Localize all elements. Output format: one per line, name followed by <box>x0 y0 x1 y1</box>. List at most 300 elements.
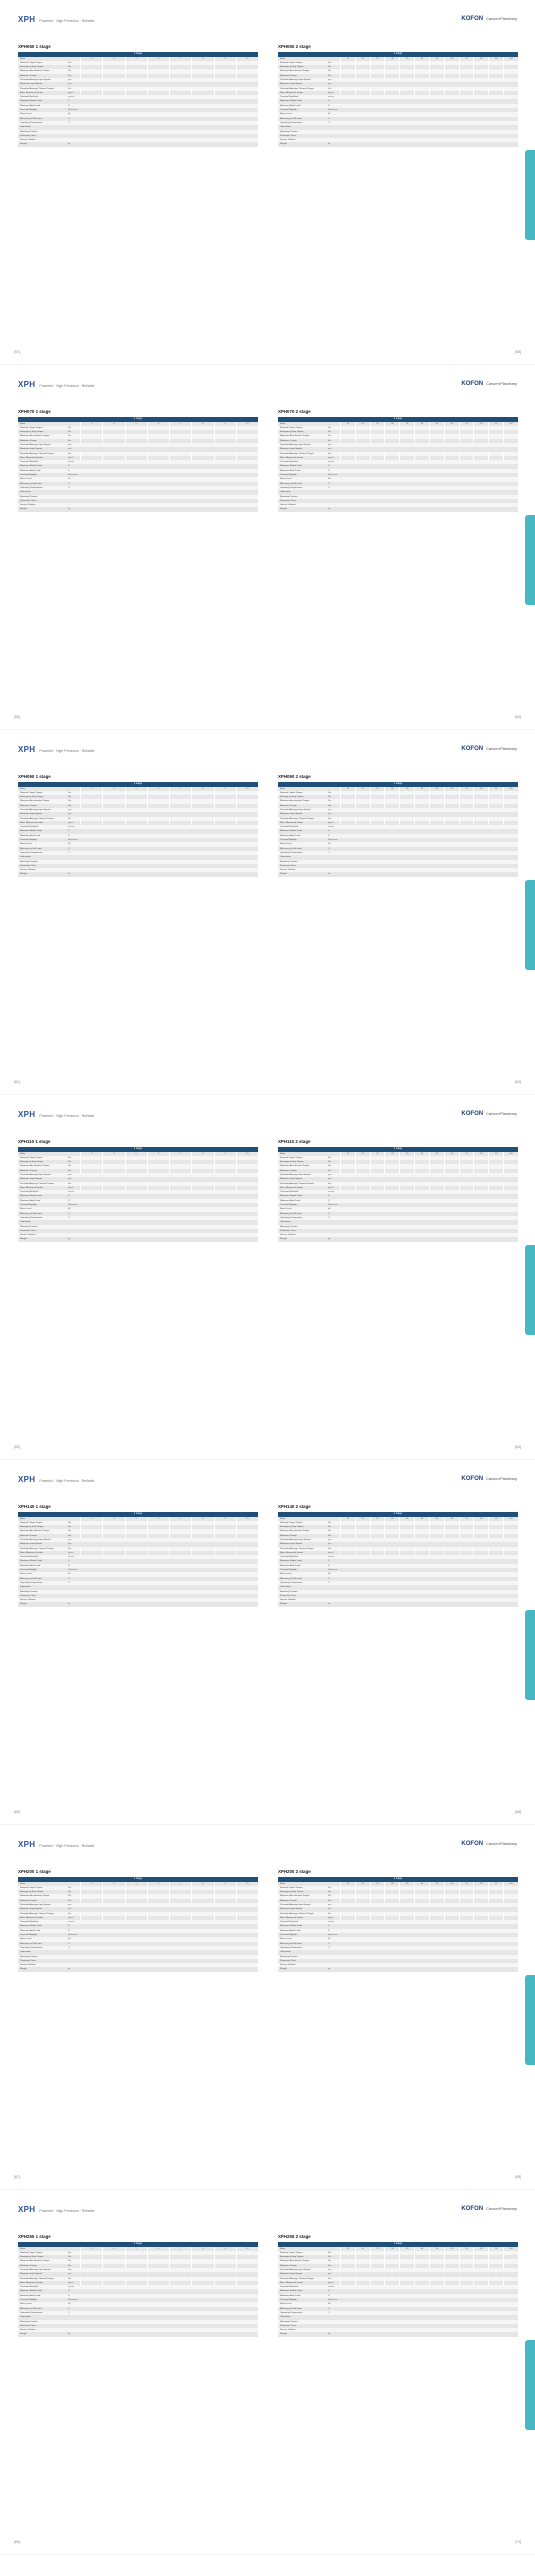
row-label: Ratio <box>280 1152 286 1155</box>
table-1-stage <box>18 1504 258 1607</box>
row-label: Mass Moment of Inertia <box>280 456 303 459</box>
row-unit: rpm <box>68 443 72 446</box>
table-cell: 10 <box>236 787 258 791</box>
row-unit: arcmin <box>68 2286 75 2289</box>
table-1-stage <box>18 44 258 147</box>
row-label: Lubrication <box>280 2316 291 2319</box>
row-label: Maximum Acceleration Torque <box>280 1895 310 1898</box>
catalog-page <box>0 365 535 730</box>
catalog-page <box>0 730 535 1095</box>
row-unit: kgcm² <box>328 1551 334 1554</box>
table-title: XPH255 1 stage <box>18 2234 51 2239</box>
row-unit: kg <box>68 1968 71 1971</box>
table-row <box>18 2332 258 2336</box>
row-label: Maximum Input Speed <box>280 1908 302 1911</box>
row-unit: kg <box>328 2333 331 2336</box>
row-unit: Nm <box>68 1521 72 1524</box>
table-1-stage <box>18 1869 258 1972</box>
row-label: Permitted Average Input Speed <box>280 808 311 811</box>
table-cell: 60 <box>444 1152 459 1156</box>
row-unit: kgcm² <box>68 821 74 824</box>
row-label: Permitted Average Input Speed <box>280 78 311 81</box>
table-title: XPH200 2 stage <box>278 1869 311 1874</box>
row-label: Maximum Input Speed <box>20 448 42 451</box>
row-unit: Nm <box>328 2260 332 2263</box>
row-label: Maximum Acceleration Torque <box>20 2260 50 2263</box>
table-cell: 9 <box>214 1152 236 1156</box>
row-unit: Nm <box>328 1526 332 1529</box>
row-unit: N <box>68 1925 70 1928</box>
row-label: Efficiency at Full Load <box>20 1212 42 1215</box>
table-cell: 10 <box>236 1517 258 1521</box>
row-label: Operating Temperature <box>20 851 43 854</box>
row-label: Mass Moment of Inertia <box>280 1186 303 1189</box>
row-unit: Nm/arcmin <box>328 839 338 842</box>
table-cell: 8 <box>191 2247 213 2251</box>
row-label: Weight <box>280 873 287 876</box>
row-label: Torsional Rigidity <box>280 474 297 477</box>
row-unit: Nm <box>328 74 332 77</box>
row-label: Operating Temperature <box>280 1946 303 1949</box>
row-label: Noise Level <box>20 113 32 116</box>
row-label: Emergency Stop Torque <box>20 796 44 799</box>
row-unit: Nm <box>328 800 332 803</box>
table-cell: 9 <box>214 2247 236 2251</box>
table-row <box>18 142 258 146</box>
row-label: Permitted Average Input Speed <box>280 443 311 446</box>
row-unit: Nm <box>68 61 72 64</box>
row-label: Operating Temperature <box>20 121 43 124</box>
row-label: Maximum Acceleration Torque <box>280 70 310 73</box>
row-label: Lubrication <box>280 126 291 129</box>
row-unit: Nm <box>328 1182 332 1185</box>
table-cell: 20 <box>355 1152 370 1156</box>
row-label: Permitted Average Thermal Torque <box>280 87 314 90</box>
row-unit: % <box>68 1212 70 1215</box>
row-label: Maximum Input Speed <box>20 1543 42 1546</box>
row-unit: % <box>68 847 70 850</box>
row-label: Permitted Average Input Speed <box>20 443 51 446</box>
table-cell: 15 <box>340 1517 355 1521</box>
row-label: Maximum Input Speed <box>280 448 302 451</box>
table-cell: 9 <box>214 57 236 61</box>
table-cell: 6 <box>147 1517 169 1521</box>
page-number-left: [67] <box>14 2175 20 2179</box>
row-label: Protection Class <box>20 134 36 137</box>
row-label: Lubrication <box>20 2316 31 2319</box>
row-label: Permitted Average Input Speed <box>20 2268 51 2271</box>
row-label: Torsional Rigidity <box>20 1569 37 1572</box>
row-label: Noise Level <box>280 1208 292 1211</box>
row-label: Efficiency at Full Load <box>280 482 302 485</box>
table-cell: 6 <box>147 422 169 426</box>
table-cell: 8 <box>191 422 213 426</box>
row-label: Mass Moment of Inertia <box>280 1916 303 1919</box>
brand-tagline: Powerful · High Precision · Reliable <box>39 749 95 753</box>
row-unit: arcmin <box>68 1556 75 1559</box>
row-unit: rpm <box>328 808 332 811</box>
table-cell: 80 <box>473 1882 488 1886</box>
row-label: Permitted Average Input Speed <box>20 1538 51 1541</box>
row-label: Maximum Torque <box>280 439 297 442</box>
row-unit: Nm <box>328 1912 332 1915</box>
table-cell: 4 <box>102 57 124 61</box>
row-unit: °C <box>68 1216 71 1219</box>
table-cell <box>340 872 518 876</box>
row-label: Weight <box>20 1968 27 1971</box>
table-row <box>278 872 518 876</box>
row-label: Maximum Torque <box>280 804 297 807</box>
row-label: Maximum Torque <box>20 1899 37 1902</box>
row-label: Ratio <box>280 1517 286 1520</box>
table-cell: 8 <box>191 57 213 61</box>
row-unit: Nm <box>328 2264 332 2267</box>
row-unit: Nm <box>328 1895 332 1898</box>
row-unit: kg <box>68 508 71 511</box>
row-label: Service Lifetime <box>280 504 296 507</box>
row-label: Operating Temperature <box>20 1946 43 1949</box>
row-unit: N <box>68 830 70 833</box>
row-label: Mass Moment of Inertia <box>20 1916 43 1919</box>
row-unit: arcmin <box>68 96 75 99</box>
spec-table <box>18 1877 258 1972</box>
brand-tagline: Powerful · High Precision · Reliable <box>39 1479 95 1483</box>
row-label: Maximum Radial Load <box>280 2290 302 2293</box>
table-cell: 4 <box>102 1882 124 1886</box>
row-unit: Nm <box>68 2260 72 2263</box>
table-cell: 7 <box>169 1152 191 1156</box>
row-label: Noise Level <box>280 113 292 116</box>
spec-table <box>278 2242 518 2337</box>
row-unit: Nm <box>68 1182 72 1185</box>
side-tab <box>525 515 535 605</box>
row-label: Nominal Output Torque <box>20 61 43 64</box>
table-title: XPH090 1 stage <box>18 774 51 779</box>
row-unit: Nm <box>328 791 332 794</box>
row-label: Protection Class <box>280 2324 296 2327</box>
row-label: Service Lifetime <box>20 1964 36 1967</box>
brand-logo-text: XPH <box>18 1475 36 1484</box>
row-label: Torsional Rigidity <box>280 1569 297 1572</box>
row-label: Ratio <box>280 422 286 425</box>
table-cell: 15 <box>340 1882 355 1886</box>
row-unit: % <box>68 482 70 485</box>
row-label: Maximum Radial Load <box>280 100 302 103</box>
row-label: Maximum Acceleration Torque <box>20 1165 50 1168</box>
row-unit: arcmin <box>328 1191 335 1194</box>
table-cell: 25 <box>370 787 385 791</box>
row-unit: kg <box>328 508 331 511</box>
row-unit: kgcm² <box>68 1186 74 1189</box>
spec-table <box>18 782 258 877</box>
row-unit: kg <box>328 1238 331 1241</box>
brand-logo-text: XPH <box>18 745 36 754</box>
row-unit: kg <box>328 1603 331 1606</box>
table-cell: 15 <box>340 787 355 791</box>
row-label: Maximum Radial Load <box>20 1560 42 1563</box>
table-cell: 20 <box>355 1517 370 1521</box>
row-label: Maximum Torque <box>20 1534 37 1537</box>
page-number-right: [60] <box>515 715 521 719</box>
row-label: Mounting Position <box>20 130 38 133</box>
row-unit: Nm <box>328 2256 332 2259</box>
row-unit: dB <box>68 478 71 481</box>
row-label: Efficiency at Full Load <box>280 1942 302 1945</box>
table-cell: 30 <box>384 422 399 426</box>
row-unit: Nm <box>68 800 72 803</box>
row-unit: dB <box>328 1208 331 1211</box>
row-unit: kgcm² <box>328 821 334 824</box>
row-unit: N <box>68 100 70 103</box>
row-unit: rpm <box>328 2268 332 2271</box>
row-label: Weight <box>20 143 27 146</box>
row-unit: arcmin <box>68 826 75 829</box>
table-2-stage <box>278 409 518 512</box>
row-unit: Nm/arcmin <box>68 2299 78 2302</box>
row-label: Emergency Stop Torque <box>20 2256 44 2259</box>
row-label: Maximum Axial Load <box>280 1929 301 1932</box>
row-label: Lubrication <box>280 1586 291 1589</box>
row-label: Permitted Average Thermal Torque <box>280 817 314 820</box>
row-label: Emergency Stop Torque <box>20 66 44 69</box>
row-label: Torsional Rigidity <box>280 1934 297 1937</box>
row-unit: Nm/arcmin <box>68 1934 78 1937</box>
row-unit: Nm <box>328 1521 332 1524</box>
row-label: Efficiency at Full Load <box>280 2307 302 2310</box>
spec-table <box>18 417 258 512</box>
table-cell: 6 <box>147 1152 169 1156</box>
table-cell <box>80 1237 258 1241</box>
table-cell: 100 <box>503 422 518 426</box>
row-label: Maximum Acceleration Torque <box>280 800 310 803</box>
row-unit: N <box>328 1925 330 1928</box>
table-row <box>278 1237 518 1241</box>
row-label: Service Lifetime <box>20 1234 36 1237</box>
row-label: Weight <box>280 508 287 511</box>
brand-logo <box>18 745 94 754</box>
table-cell: 35 <box>399 57 414 61</box>
row-label: Nominal Output Torque <box>20 1156 43 1159</box>
table-cell: 90 <box>488 57 503 61</box>
row-label: Maximum Acceleration Torque <box>280 2260 310 2263</box>
row-label: Torsional Backlash <box>20 1921 39 1924</box>
table-cell <box>340 1237 518 1241</box>
row-label: Mounting Position <box>280 1955 298 1958</box>
row-label: Permitted Average Input Speed <box>20 78 51 81</box>
row-label: Protection Class <box>280 134 296 137</box>
table-cell: 40 <box>414 787 429 791</box>
row-label: Noise Level <box>20 1573 32 1576</box>
partner-logo <box>461 1841 517 1847</box>
row-unit: Nm <box>68 796 72 799</box>
row-label: Emergency Stop Torque <box>20 1526 44 1529</box>
row-label: Maximum Radial Load <box>20 2290 42 2293</box>
table-cell: 90 <box>488 787 503 791</box>
row-label: Nominal Output Torque <box>280 1521 303 1524</box>
row-label: Torsional Rigidity <box>20 839 37 842</box>
row-label: Lubrication <box>280 491 291 494</box>
row-label: Maximum Axial Load <box>20 1199 41 1202</box>
partner-logo <box>461 1111 517 1117</box>
row-unit: °C <box>68 121 71 124</box>
row-label: Lubrication <box>280 856 291 859</box>
row-unit: dB <box>68 1573 71 1576</box>
row-unit: Nm/arcmin <box>328 109 338 112</box>
row-label: Permitted Average Thermal Torque <box>20 452 54 455</box>
table-cell: 9 <box>214 787 236 791</box>
row-label: Service Lifetime <box>280 1234 296 1237</box>
row-label: Permitted Average Input Speed <box>20 1173 51 1176</box>
row-unit: dB <box>328 1573 331 1576</box>
row-label: Torsional Backlash <box>280 826 299 829</box>
row-label: Maximum Axial Load <box>20 104 41 107</box>
row-unit: N <box>328 834 330 837</box>
row-unit: Nm <box>328 1156 332 1159</box>
brand-tagline: Powerful · High Precision · Reliable <box>39 2209 95 2213</box>
table-cell <box>340 1602 518 1606</box>
row-unit: Nm <box>328 817 332 820</box>
row-unit: Nm <box>68 1912 72 1915</box>
row-label: Mounting Position <box>280 2320 298 2323</box>
partner-logo-text: KOFON <box>461 381 484 387</box>
table-cell: 4 <box>102 787 124 791</box>
row-label: Mounting Position <box>20 1225 38 1228</box>
row-unit: N <box>328 469 330 472</box>
table-cell: 60 <box>444 787 459 791</box>
table-cell: 40 <box>414 57 429 61</box>
row-label: Service Lifetime <box>20 2329 36 2332</box>
row-unit: Nm <box>68 1547 72 1550</box>
row-unit: Nm/arcmin <box>68 1569 78 1572</box>
table-cell: 3 <box>80 1517 102 1521</box>
row-unit: dB <box>328 1938 331 1941</box>
brand-logo-text: XPH <box>18 1840 36 1849</box>
table-cell: 20 <box>355 1882 370 1886</box>
partner-logo <box>461 2206 517 2212</box>
spec-table <box>278 52 518 147</box>
table-cell: 9 <box>214 422 236 426</box>
partner-logo <box>461 1476 517 1482</box>
row-unit: °C <box>68 1946 71 1949</box>
table-cell: 8 <box>191 1517 213 1521</box>
page-number-right: [62] <box>515 1080 521 1084</box>
row-label: Maximum Axial Load <box>20 1564 41 1567</box>
row-unit: Nm <box>68 1156 72 1159</box>
row-label: Torsional Rigidity <box>20 109 37 112</box>
row-label: Service Lifetime <box>280 139 296 142</box>
row-label: Torsional Backlash <box>20 2286 39 2289</box>
row-unit: Nm/arcmin <box>328 1934 338 1937</box>
row-unit: N <box>68 465 70 468</box>
row-unit: N <box>328 465 330 468</box>
row-unit: Nm <box>328 1169 332 1172</box>
row-unit: N <box>68 104 70 107</box>
row-unit: % <box>328 482 330 485</box>
table-cell: 5 <box>125 57 147 61</box>
row-label: Mass Moment of Inertia <box>280 1551 303 1554</box>
page-number-left: [63] <box>14 1445 20 1449</box>
row-unit: Nm <box>68 817 72 820</box>
row-unit: N <box>328 2294 330 2297</box>
row-unit: Nm <box>68 74 72 77</box>
row-label: Permitted Average Input Speed <box>20 808 51 811</box>
row-label: Service Lifetime <box>280 869 296 872</box>
row-unit: rpm <box>68 1538 72 1541</box>
row-label: Efficiency at Full Load <box>20 117 42 120</box>
row-label: Mounting Position <box>20 1590 38 1593</box>
brand-logo-text: XPH <box>18 380 36 389</box>
table-cell: 10 <box>236 1152 258 1156</box>
row-unit: Nm <box>328 66 332 69</box>
table-cell <box>340 2332 518 2336</box>
table-1-stage <box>18 774 258 877</box>
spec-table <box>18 52 258 147</box>
row-label: Maximum Torque <box>280 1899 297 1902</box>
row-unit: Nm <box>68 87 72 90</box>
table-cell: 7 <box>169 57 191 61</box>
row-label: Lubrication <box>20 1221 31 1224</box>
table-cell: 5 <box>125 1882 147 1886</box>
table-header: 1 stage <box>18 417 258 422</box>
row-label: Maximum Torque <box>280 1169 297 1172</box>
row-label: Lubrication <box>20 1951 31 1954</box>
row-unit: rpm <box>68 808 72 811</box>
row-label: Torsional Rigidity <box>280 2299 297 2302</box>
table-cell: 20 <box>355 2247 370 2251</box>
row-label: Operating Temperature <box>20 1216 43 1219</box>
row-unit: % <box>68 1942 70 1945</box>
row-label: Ratio <box>280 57 286 60</box>
table-cell: 80 <box>473 1517 488 1521</box>
table-row <box>18 507 258 511</box>
table-cell: 50 <box>429 1152 444 1156</box>
row-unit: Nm <box>328 804 332 807</box>
row-label: Nominal Output Torque <box>280 426 303 429</box>
row-unit: °C <box>328 1946 331 1949</box>
table-header: 1 stage <box>18 2242 258 2247</box>
row-label: Maximum Torque <box>280 74 297 77</box>
row-label: Maximum Torque <box>20 439 37 442</box>
table-cell: 8 <box>191 787 213 791</box>
table-cell: 35 <box>399 1152 414 1156</box>
row-label: Torsional Rigidity <box>20 474 37 477</box>
brand-logo-text: XPH <box>18 1110 36 1119</box>
row-label: Noise Level <box>280 2303 292 2306</box>
row-unit: rpm <box>328 1903 332 1906</box>
row-label: Noise Level <box>20 1938 32 1941</box>
row-label: Mass Moment of Inertia <box>20 456 43 459</box>
catalog-page <box>0 1095 535 1460</box>
row-label: Ratio <box>20 2247 26 2250</box>
row-label: Weight <box>20 1238 27 1241</box>
table-cell: 60 <box>444 1882 459 1886</box>
brand-logo <box>18 1110 94 1119</box>
table-header: 1 stage <box>18 1512 258 1517</box>
table-cell: 35 <box>399 1517 414 1521</box>
partner-sub: Cancer/Planetary <box>486 381 517 386</box>
row-unit: Nm <box>328 70 332 73</box>
row-label: Mass Moment of Inertia <box>20 1186 43 1189</box>
table-cell: 10 <box>236 57 258 61</box>
row-label: Ratio <box>20 57 26 60</box>
row-label: Mass Moment of Inertia <box>20 2281 43 2284</box>
table-cell: 3 <box>80 787 102 791</box>
row-label: Emergency Stop Torque <box>280 431 304 434</box>
table-cell: 10 <box>236 422 258 426</box>
row-unit: Nm <box>68 2277 72 2280</box>
partner-logo <box>461 381 517 387</box>
brand-tagline: Powerful · High Precision · Reliable <box>39 384 95 388</box>
